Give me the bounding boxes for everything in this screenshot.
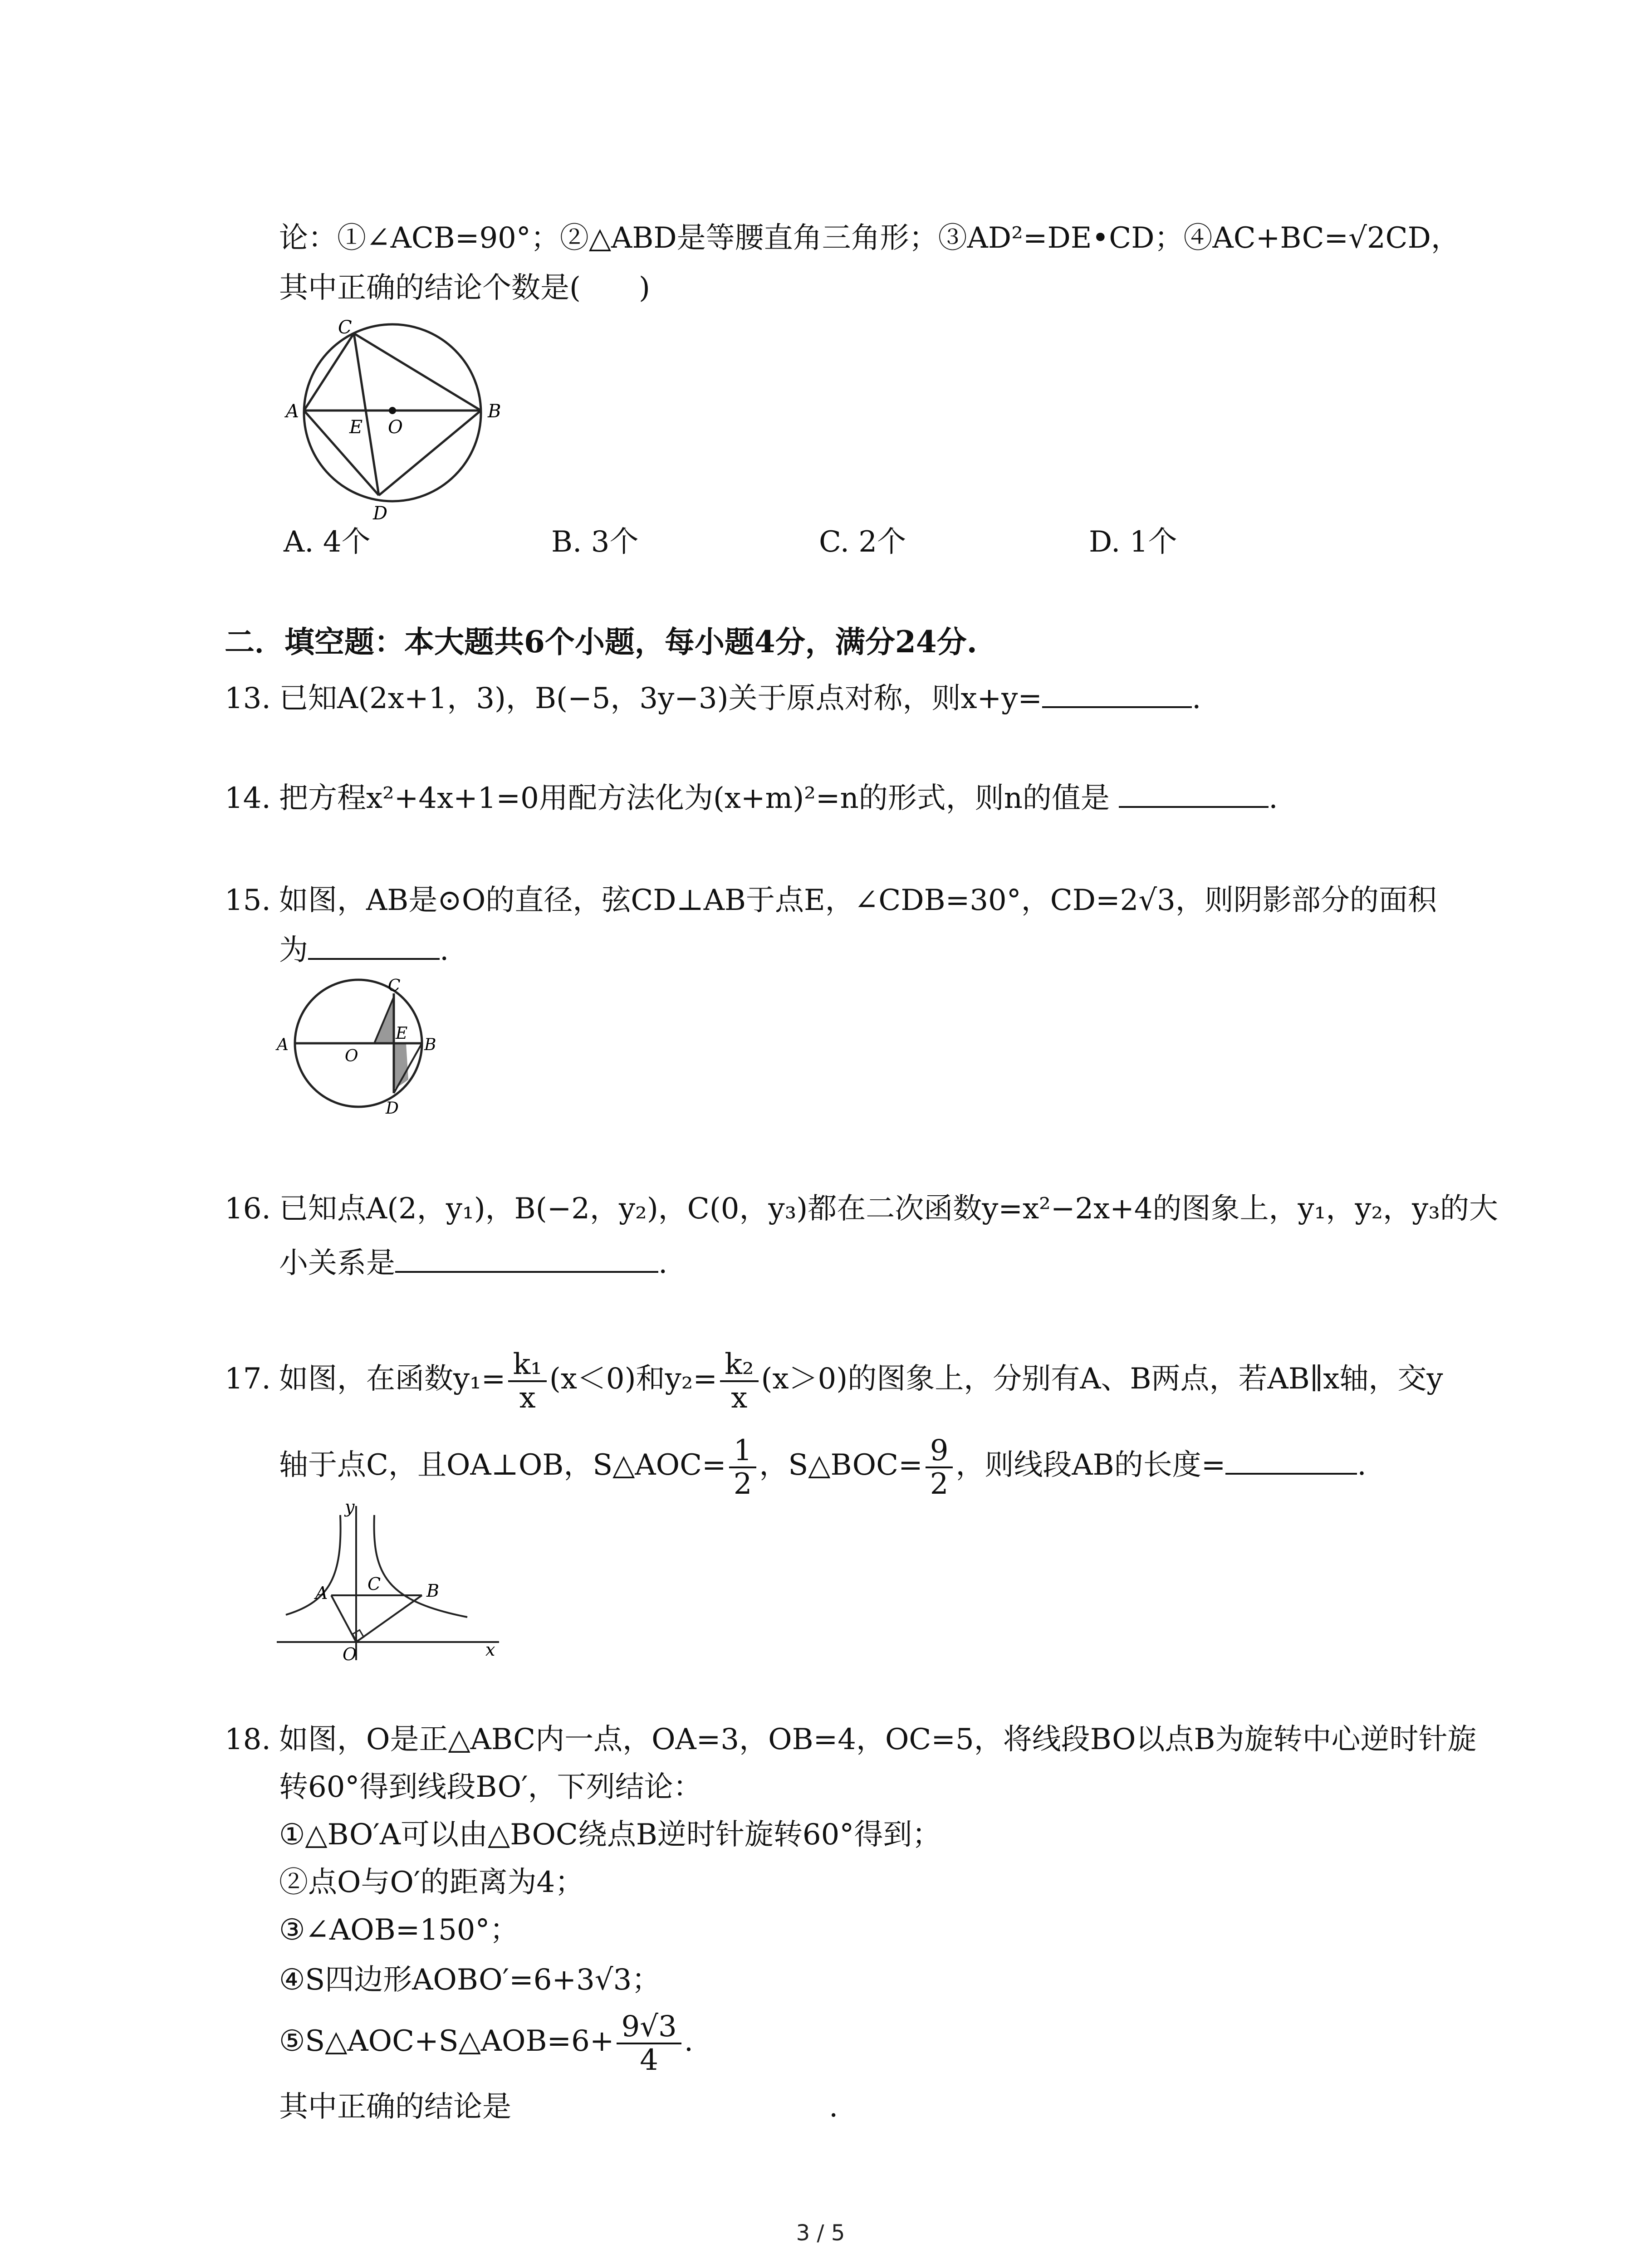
q14-stem: 把方程x²+4x+1=0用配方法化为(x+m)²=n的形式，则n的值是 bbox=[279, 782, 1110, 815]
q18-number: 18. bbox=[225, 1723, 271, 1756]
q18-c5-a: ⑤S△AOC+S△AOB=6+ bbox=[279, 2024, 614, 2058]
q17-line2: 轴于点C，且OA⊥OB，S△AOC= $\frac{1}{2}$ ，S△BOC= $\frac{9}{2}$ ，则线段AB的长度= . bbox=[279, 1433, 1367, 1501]
q17-label-y: y bbox=[345, 1497, 355, 1517]
q12-option-c: C. 2个 bbox=[819, 525, 906, 559]
q14-answer-blank bbox=[1119, 779, 1269, 808]
q14-number: 14. bbox=[225, 782, 271, 815]
q17-hyperbola-figure bbox=[272, 1497, 513, 1674]
section-title: 二．填空题：本大题共6个小题，每小题4分，满分24分. bbox=[225, 624, 977, 660]
q17-frac3: $\frac{1}{2}$ bbox=[729, 1435, 757, 1500]
q13-answer-blank bbox=[1042, 679, 1192, 708]
q17-label-x: x bbox=[485, 1640, 495, 1660]
q13-stem: 已知A(2x+1，3)，B(−5，3y−3)关于原点对称，则x+y= bbox=[279, 682, 1043, 715]
q12-option-d: D. 1个 bbox=[1089, 525, 1177, 559]
q16-text: 已知点A(2，y₁)，B(−2，y₂)，C(0，y₃)都在二次函数y=x²−2x+4的图象上，y₁，y₂，y₃的大 bbox=[279, 1192, 1498, 1226]
q17-text bbox=[279, 1343, 1443, 1415]
q18-c5-frac: $\frac{9√3}{4}$ bbox=[617, 2011, 681, 2076]
q17-line2-c: ，则线段AB的长度= bbox=[955, 1448, 1226, 1482]
q15-label-o: O bbox=[345, 1047, 358, 1066]
q15-text: 如图，AB是⊙O的直径，弦CD⊥AB于点E，∠CDB=30°，CD=2√3，则阴影部分的面积 bbox=[279, 884, 1437, 917]
q17-line2-b: ，S△BOC= bbox=[759, 1448, 923, 1482]
q12-label-e: E bbox=[349, 417, 363, 438]
q17-text-a: 如图，在函数y₁= bbox=[279, 1362, 506, 1396]
q14-text: 把方程x²+4x+1=0用配方法化为(x+m)²=n的形式，则n的值是 . bbox=[279, 778, 1278, 819]
q17-label-b: B bbox=[426, 1581, 439, 1601]
q15-line2: 为 . bbox=[279, 930, 449, 971]
q12-label-c: C bbox=[338, 317, 352, 338]
q12-label-d: D bbox=[373, 503, 388, 524]
q12-label-b: B bbox=[488, 401, 501, 422]
q12-label-a: A bbox=[286, 401, 299, 422]
q16-line2-text: 小关系是 bbox=[279, 1246, 395, 1280]
q15-circle-figure bbox=[272, 975, 463, 1125]
q18-conclusion-2: ②点O与O′的距离为4； bbox=[279, 1866, 584, 1899]
q18-conclusion-1: ①△BO′A可以由△BOC绕点B逆时针旋转60°得到； bbox=[279, 1818, 941, 1852]
q17-text-c: (x＞0)的图象上，分别有A、B两点，若AB∥x轴，交y bbox=[761, 1362, 1443, 1396]
q15-label-b: B bbox=[424, 1036, 436, 1054]
q15-answer-blank bbox=[308, 931, 440, 960]
q17-frac1: $\frac{\text{k₁}}{x}$ bbox=[508, 1349, 546, 1414]
q18-text: 如图，O是正△ABC内一点，OA=3，OB=4，OC=5，将线段BO以点B为旋转中心逆时针旋 bbox=[279, 1723, 1477, 1756]
q15-line2-text: 为 bbox=[279, 934, 308, 967]
q17-label-c: C bbox=[367, 1574, 381, 1594]
q16-number: 16. bbox=[225, 1192, 271, 1226]
q12-line2: 其中正确的结论个数是( ) bbox=[279, 271, 650, 305]
q15-label-c: C bbox=[388, 977, 401, 995]
q16-answer-blank bbox=[395, 1244, 658, 1273]
q17-line2-a: 轴于点C，且OA⊥OB，S△AOC= bbox=[279, 1448, 726, 1482]
q18-conclusion-4: ④S四边形AOBO′=6+3√3； bbox=[279, 1963, 661, 1997]
q18-conclusion-5 bbox=[279, 2005, 693, 2077]
q12-option-a: A. 4个 bbox=[284, 525, 371, 559]
q18-line2: 转60°得到线段BO′，下列结论： bbox=[279, 1770, 702, 1804]
q18-end: 其中正确的结论是 . bbox=[279, 2090, 838, 2124]
q18-end-text: 其中正确的结论是 bbox=[279, 2090, 511, 2124]
q15-label-d: D bbox=[386, 1099, 399, 1118]
q17-label-o: O bbox=[343, 1644, 357, 1664]
q13-number: 13. bbox=[225, 682, 271, 715]
q15-number: 15. bbox=[225, 884, 271, 917]
q17-frac2: $\frac{\text{k₂}}{x}$ bbox=[720, 1349, 758, 1414]
q18-c5-b: . bbox=[684, 2024, 694, 2058]
q12-line1: 论：①∠ACB=90°；②△ABD是等腰直角三角形；③AD²=DE•CD；④AC+BC=√2CD， bbox=[279, 221, 1460, 255]
q12-option-b: B. 3个 bbox=[551, 525, 639, 559]
q17-number: 17. bbox=[225, 1362, 271, 1396]
q16-line2: 小关系是 . bbox=[279, 1243, 667, 1284]
q18-conclusion-3: ③∠AOB=150°； bbox=[279, 1913, 519, 1947]
q12-label-o: O bbox=[388, 417, 403, 438]
q17-frac4: $\frac{9}{2}$ bbox=[926, 1435, 953, 1500]
q12-circle-figure bbox=[277, 313, 513, 526]
q15-label-a: A bbox=[277, 1036, 289, 1054]
q17-answer-blank bbox=[1225, 1446, 1357, 1475]
q17-label-a: A bbox=[315, 1583, 328, 1603]
q15-label-e: E bbox=[396, 1024, 408, 1043]
q17-text-b: (x＜0)和y₂= bbox=[549, 1362, 718, 1396]
q13-text: 已知A(2x+1，3)，B(−5，3y−3)关于原点对称，则x+y= . bbox=[279, 678, 1201, 719]
page-number: 3 / 5 bbox=[796, 2220, 845, 2246]
